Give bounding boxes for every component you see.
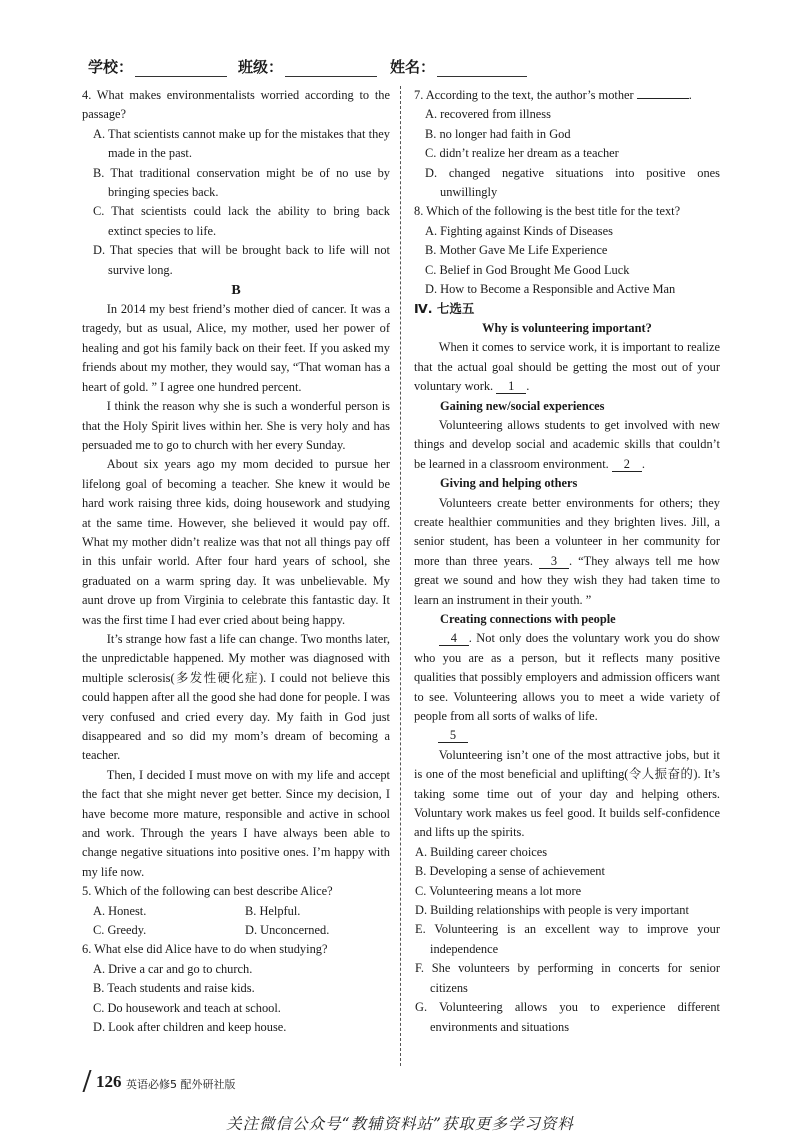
question-7	[414, 86, 720, 202]
q5-option-c: C. Greedy.	[93, 923, 147, 938]
q6-option-d: D. Look after children and keep house.	[93, 1020, 287, 1035]
q4-option-a: A. That scientists cannot make up for the mistakes that they made in the past.	[93, 126, 390, 161]
q7-answer-blank[interactable]	[637, 86, 689, 99]
cloze-paragraph-3-text-b: “They always tell me how great we sound and how they wish they had taken time to learn an instrument in their youth. ”	[414, 553, 720, 607]
passage-paragraph: It’s strange how fast a life can change. Two months later, the unpredictable happened. My mother was diagnosed with multiple sclerosis(多发性硬化症). I could not believe this could happen after all the good she had done for people. I was very confused and cried every day. My faith in God just disappeared and so did my mom’s dream of becoming a teacher.	[82, 631, 390, 763]
blank-1[interactable]: 1	[496, 379, 526, 394]
blank-3[interactable]: 3	[539, 554, 569, 569]
q8-option-b: B. Mother Gave Me Life Experience	[425, 243, 608, 258]
question-4-stem: 4. What makes environmentalists worried according to the passage?	[82, 88, 390, 122]
cloze-option-g: G. Volunteering allows you to experience different environments and situations	[415, 1000, 720, 1034]
cloze-option-b: B. Developing a sense of achievement	[415, 864, 605, 879]
q8-option-c: C. Belief in God Brought Me Good Luck	[425, 262, 630, 277]
cloze-paragraph-4-text: Not only does the voluntary work you do show who you are as a person, but it reflects many positive qualities that possibly employers and admission officers want to see. Volunteering allows you to meet a wide variety of people from all sorts of walks of life.	[414, 631, 720, 723]
question-5	[82, 882, 390, 940]
cloze-option-f: F. She volunteers by performing in concerts for senior citizens	[415, 961, 720, 995]
cloze-option-e: E. Volunteering is an excellent way to improve your independence	[415, 922, 720, 956]
passage-paragraph: About six years ago my mom decided to pursue her lifelong goal of becoming a teacher. She knew it would be hard work raising three kids, doing housework and studying at the same time. However, she believed it would pay off. What my mother didn’t realize was that not all things pay off in this unfair world. After four hard years of school, she graduated on a warm spring day. It was unbelievable. My aunt drove up from Virginia to celebrate this fantastic day. It was the first time I had ever cried about being happy.	[82, 457, 390, 627]
name-field	[390, 56, 527, 77]
class-field	[238, 56, 377, 77]
section-b-heading: B	[231, 283, 241, 299]
cloze-option-a: A. Building career choices	[415, 844, 548, 859]
q5-option-a: A. Honest.	[93, 903, 147, 918]
school-label: 学校：	[88, 58, 134, 76]
passage-paragraph: Then, I decided I must move on with my life and accept the fact that she might never get better. Since my decision, I have become more mature, responsible and active in school and work. Through the years I have always been able to change negative situations into positive ones. I’m happy with my life now.	[82, 767, 390, 879]
subheading-connections: Creating connections with people	[440, 611, 616, 626]
q5-option-d: D. Unconcerned.	[245, 923, 330, 938]
section-4-heading: Ⅳ. 七选五	[414, 301, 475, 317]
subheading-giving-helping: Giving and helping others	[440, 476, 578, 491]
q7-option-b: B. no longer had faith in God	[425, 126, 571, 141]
passage-paragraph: In 2014 my best friend’s mother died of cancer. It was a tragedy, but as usual, Alice, my mother, used her power of healing and got his family back on their feet. If you asked my friends about my mother, they would say, “That woman has a heart of gold. ” I agree one hundred percent.	[82, 302, 390, 394]
cloze-paragraph-4: 4 . Not only does the voluntary work you do show who you are as a person, but it reflects many positive qualities that possibly employers and admission officers want to see. Volunteering allows you to meet a wide variety of people from all sorts of walks of life.	[414, 631, 720, 723]
question-8	[414, 202, 720, 299]
cloze-paragraph-1: When it comes to service work, it is important to realize that the actual goal should be getting the most out of your voluntary work. 1 .	[414, 340, 720, 394]
q4-option-b: B. That traditional conservation might be of no use by bringing species back.	[93, 165, 390, 200]
book-title: 英语必修5 配外研社版	[126, 1078, 236, 1091]
q8-option-a: A. Fighting against Kinds of Diseases	[425, 223, 613, 238]
blank-2[interactable]: 2	[612, 457, 642, 472]
school-input-line[interactable]	[135, 62, 227, 77]
q6-option-c: C. Do housework and teach at school.	[93, 1000, 281, 1015]
q5-option-b: B. Helpful.	[245, 903, 301, 918]
q7-option-c: C. didn’t realize her dream as a teacher	[425, 146, 619, 161]
cloze-option-c: C. Volunteering means a lot more	[415, 883, 582, 898]
blank-4[interactable]: 4	[439, 631, 469, 646]
cloze-paragraph-5: Volunteering isn’t one of the most attractive jobs, but it is one of the most beneficial and uplifting(令人振奋的). It’s taking some time out of your day and helping others. Voluntary work makes us feel good. It builds self-confidence and lifts up the spirits.	[414, 747, 720, 840]
blank-5[interactable]: 5	[438, 728, 468, 743]
cloze-title: Why is volunteering important?	[482, 320, 652, 335]
column-divider	[400, 86, 401, 1066]
subheading-social-experiences: Gaining new/social experiences	[440, 398, 605, 413]
school-field	[88, 56, 227, 77]
question-7-stem: 7. According to the text, the author’s mother .	[414, 88, 692, 102]
class-input-line[interactable]	[285, 62, 377, 77]
q8-option-d: D. How to Become a Responsible and Active Man	[425, 282, 676, 297]
blank-5-line	[414, 726, 720, 745]
cloze-paragraph-1-text: When it comes to service work, it is important to realize that the actual goal should be getting the most out of your voluntary work.	[414, 340, 720, 394]
question-8-stem: 8. Which of the following is the best title for the text?	[414, 204, 681, 219]
question-4	[82, 86, 390, 280]
q6-option-a: A. Drive a car and go to church.	[93, 961, 253, 976]
cloze-options	[414, 843, 720, 1037]
question-7-stem-text: 7. According to the text, the author’s mother	[414, 88, 634, 102]
right-column	[414, 86, 720, 1037]
page-number: 126	[96, 1072, 122, 1091]
student-info-header	[88, 56, 728, 80]
q4-option-c: C. That scientists could lack the ability to bring back extinct species to life.	[93, 204, 390, 238]
passage-paragraph: I think the reason why she is such a wonderful person is that the Holy Spirit lives within her. She is very holy and has persuaded me to go to church with her every Sunday.	[82, 399, 390, 452]
q5-options-row-2	[82, 921, 390, 940]
q7-option-a: A. recovered from illness	[425, 107, 551, 122]
left-column	[82, 86, 390, 1038]
question-5-stem: 5. Which of the following can best describe Alice?	[82, 884, 333, 899]
watermark-text: 关注微信公众号“教辅资料站”获取更多学习资料	[226, 1115, 574, 1133]
cloze-option-d: D. Building relationships with people is very important	[415, 903, 689, 918]
q7-option-d: D. changed negative situations into positive ones unwillingly	[425, 165, 720, 200]
cloze-paragraph-2-text: Volunteering allows students to get involved with new things and develop social and academic skills that couldn’t be learned in a classroom environment.	[414, 417, 720, 471]
name-input-line[interactable]	[437, 62, 527, 77]
class-label: 班级：	[238, 58, 284, 76]
question-6-stem: 6. What else did Alice have to do when studying?	[82, 942, 328, 957]
cloze-paragraph-2: Volunteering allows students to get involved with new things and develop social and academic skills that couldn’t be learned in a classroom environment. 2 .	[414, 417, 720, 471]
question-6	[82, 940, 390, 1037]
passage-b	[82, 300, 390, 882]
q4-option-d: D. That species that will be brought back to life will not survive long.	[93, 243, 390, 277]
name-label: 姓名：	[390, 58, 436, 76]
cloze-paragraph-3: Volunteers create better environments for others; they create healthier communities and they brighten lives. Jill, a senior student, has been a volunteer in her community for more than three years. 3 . “They always tell me how great we sound and how they wish they had taken time to learn an instrument in their youth. ”	[414, 495, 720, 607]
cloze-paragraph-3-text-a: Volunteers create better environments for others; they create healthier communities and they brighten lives. Jill, a senior student, has been a volunteer in her community for more than three years.	[414, 495, 720, 568]
q5-options-row-1	[82, 902, 390, 921]
q6-option-b: B. Teach students and raise kids.	[93, 981, 255, 996]
